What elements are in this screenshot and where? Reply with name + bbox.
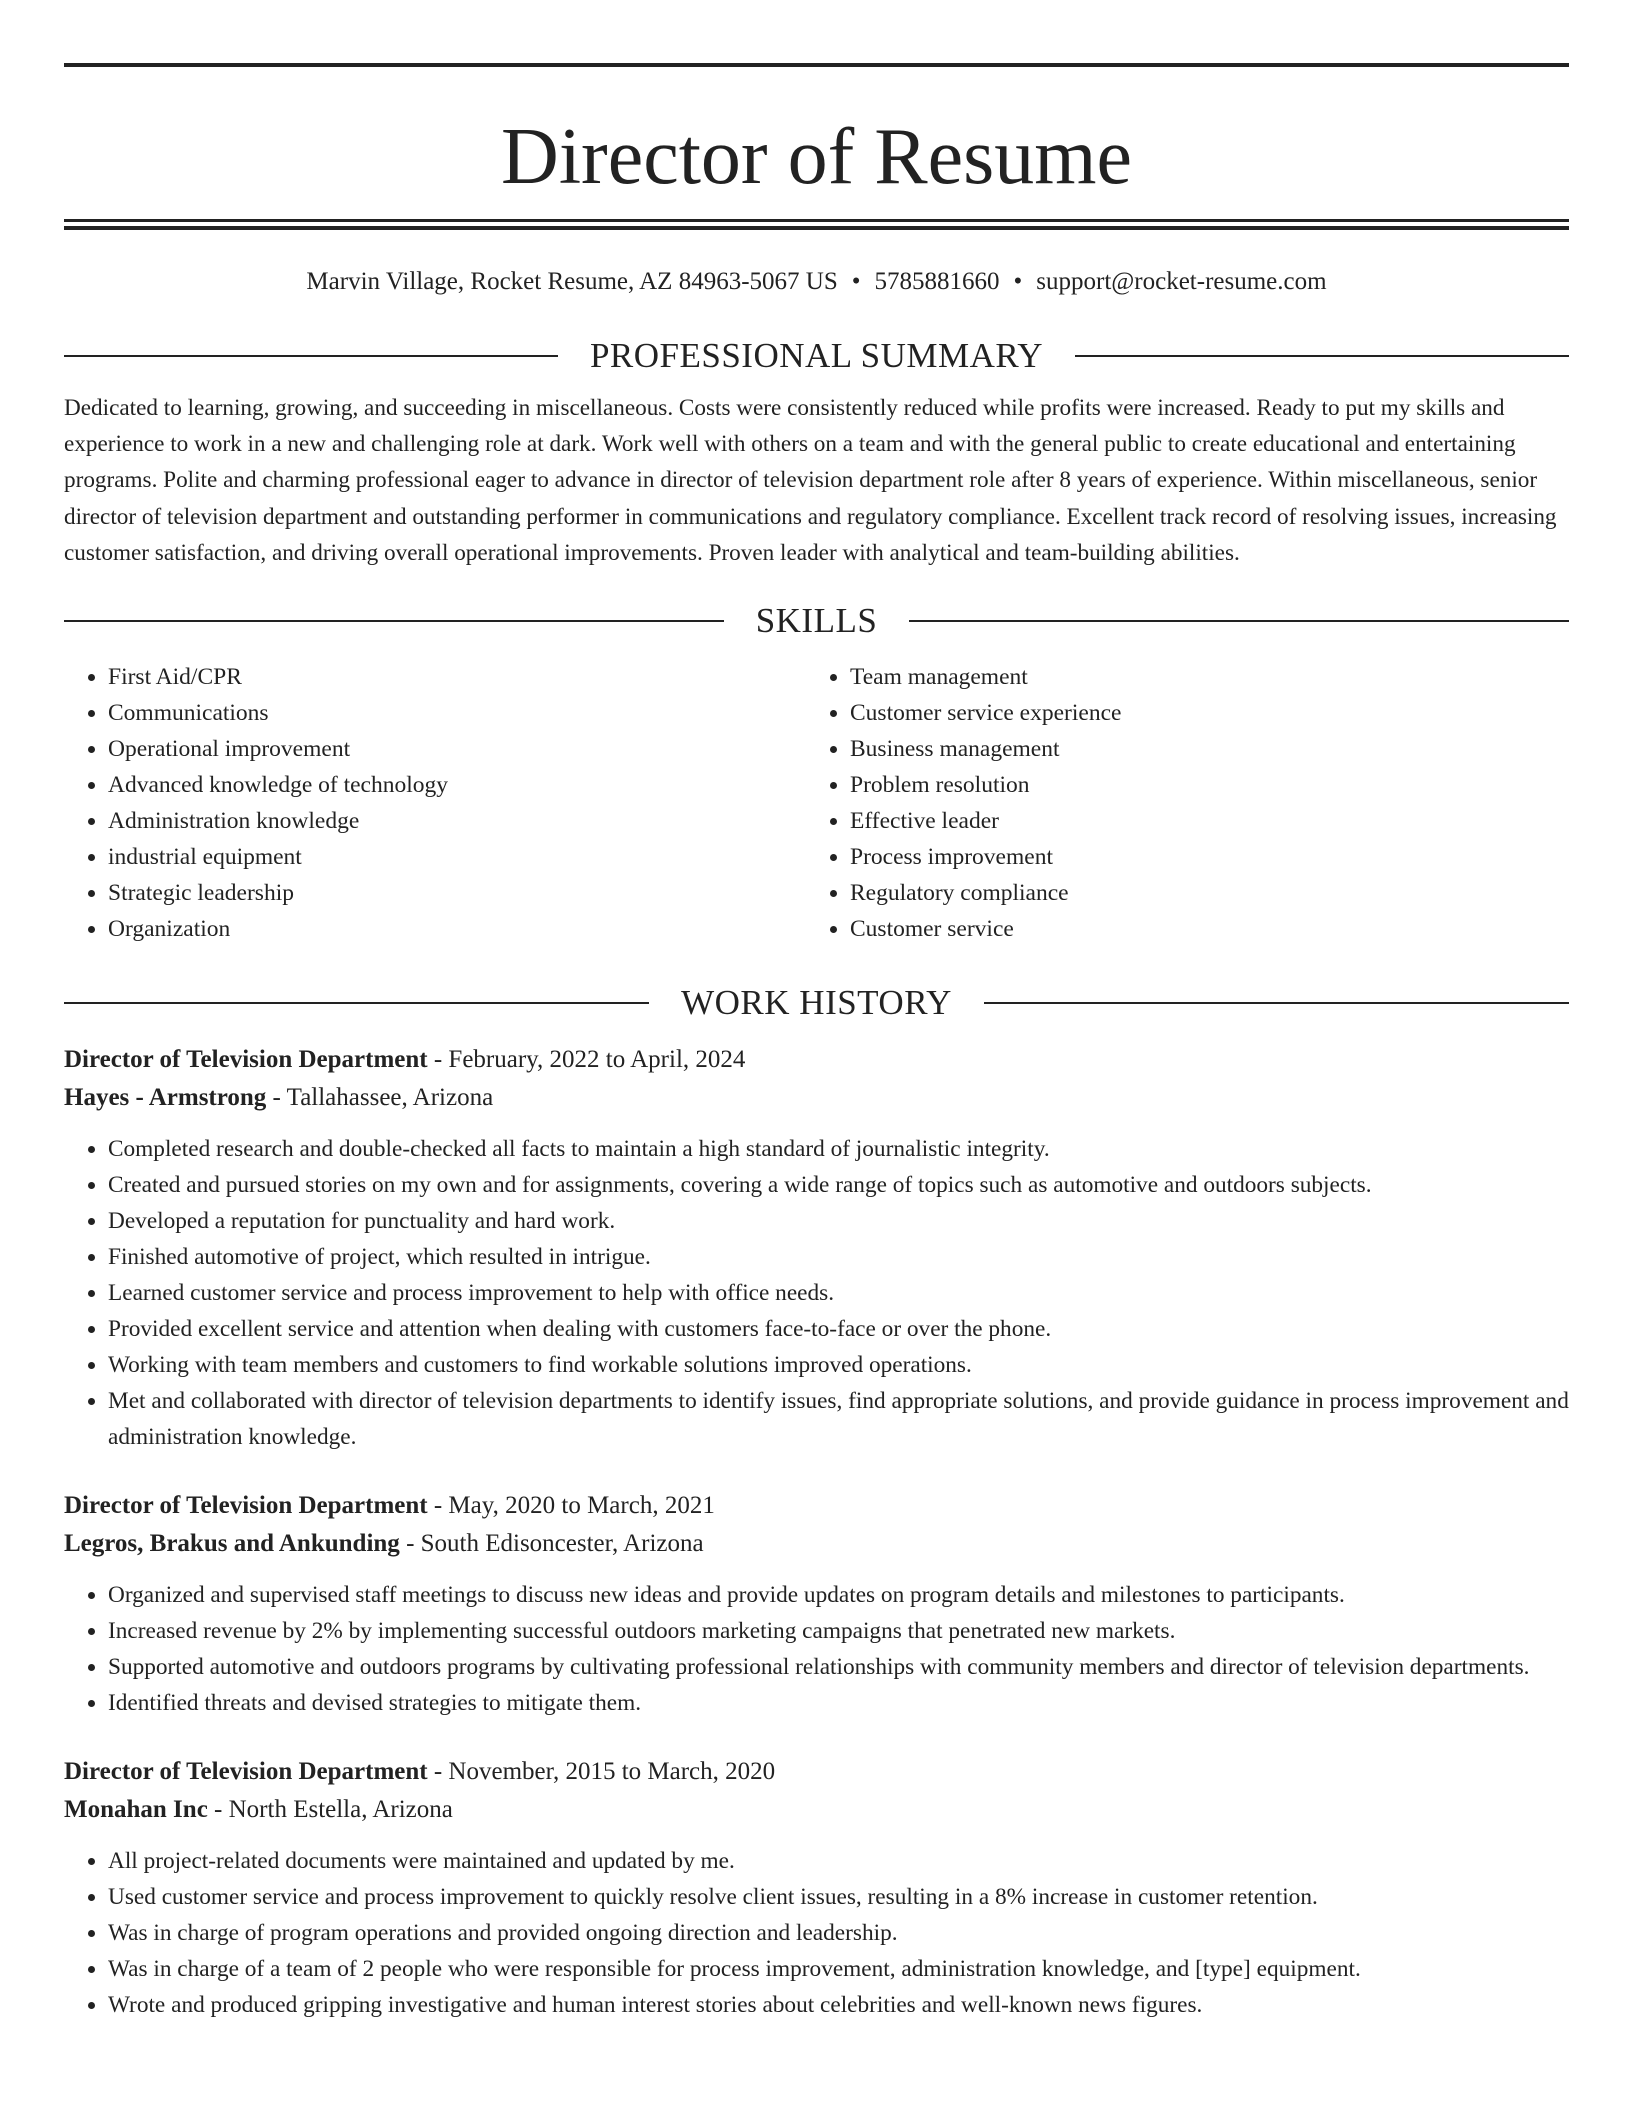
job-dates: - November, 2015 to March, 2020 — [427, 1758, 776, 1786]
job-bullet: • Finished automotive of project, which resulted in intrigue. — [108, 1239, 1569, 1275]
job-bullets — [64, 1843, 1569, 2023]
job-bullets — [64, 1577, 1569, 1721]
job-dates: - May, 2020 to March, 2021 — [427, 1492, 715, 1520]
job-title-line — [64, 1041, 1569, 1079]
job-company-line — [64, 1791, 1569, 1829]
job-location: - South Edisoncester, Arizona — [399, 1530, 704, 1558]
job-location: - Tallahassee, Arizona — [266, 1084, 494, 1112]
job-bullet: • Supported automotive and outdoors programs by cultivating professional relationships with community members and director of television departments. — [108, 1649, 1569, 1685]
skill-item: • Organization — [108, 911, 806, 947]
divider-line — [984, 1002, 1569, 1004]
skill-item: • Regulatory compliance — [850, 875, 1548, 911]
resume-name: Director of Resume — [501, 113, 1132, 201]
job-bullet: • Created and pursued stories on my own and for assignments, covering a wide range of topics such as automotive and outdoors subjects. — [108, 1167, 1569, 1203]
job-title: Director of Television Department — [64, 1492, 428, 1520]
summary-text: Dedicated to learning, growing, and succeeding in miscellaneous. Costs were consistently reduced while profits were increased. Ready to put my skills and experience to work in a new and challenging role at dark. Work well with others on a team and with the general public to create educational and entertaining programs. Polite and charming professional eager to advance in director of television department role after 8 years of experience. Within miscellaneous, senior director of television department and outstanding performer in communications and regulatory compliance. Excellent track record of resolving issues, increasing customer satisfaction, and driving overall operational improvements. Proven leader with analytical and team-building abilities. — [64, 395, 1557, 566]
job-bullet: • Wrote and produced gripping investigative and human interest stories about celebrities and well-known news figures. — [108, 1987, 1569, 2023]
job-bullet: • Was in charge of a team of 2 people who were responsible for process improvement, administration knowledge, and [type] equipment. — [108, 1951, 1569, 1987]
job-company-line — [64, 1525, 1569, 1563]
skill-item: • Administration knowledge — [108, 803, 806, 839]
job-bullet: • Increased revenue by 2% by implementing successful outdoors marketing campaigns that penetrated new markets. — [108, 1613, 1569, 1649]
separator-dot: • — [1013, 268, 1023, 295]
job-bullet: • All project-related documents were maintained and updated by me. — [108, 1843, 1569, 1879]
resume-page — [64, 0, 1569, 2023]
top-rule — [64, 63, 1569, 67]
job-entry — [64, 1041, 1569, 1455]
address: Marvin Village, Rocket Resume, AZ 84963-5067 US — [306, 268, 838, 295]
skills-column-left — [64, 659, 806, 947]
job-bullets — [64, 1131, 1569, 1455]
skills-heading: SKILLS — [755, 601, 878, 641]
job-bullet: • Was in charge of program operations and provided ongoing direction and leadership. — [108, 1915, 1569, 1951]
job-bullet: • Provided excellent service and attention when dealing with customers face-to-face or over the phone. — [108, 1311, 1569, 1347]
divider-line — [64, 355, 558, 357]
job-title: Director of Television Department — [64, 1046, 428, 1074]
work-section-header — [64, 983, 1569, 1023]
phone: 5785881660 — [874, 268, 1000, 295]
job-entry — [64, 1487, 1569, 1721]
skill-item: • Communications — [108, 695, 806, 731]
summary-section-header — [64, 336, 1569, 376]
job-title-line — [64, 1753, 1569, 1791]
divider-line — [909, 620, 1569, 622]
skill-item: • Advanced knowledge of technology — [108, 767, 806, 803]
job-company: Monahan Inc — [64, 1796, 208, 1824]
skills-list — [64, 659, 1569, 947]
job-company: Hayes - Armstrong — [64, 1084, 267, 1112]
job-bullet: • Completed research and double-checked all facts to maintain a high standard of journalistic integrity. — [108, 1131, 1569, 1167]
job-entry — [64, 1753, 1569, 2023]
skills-column-right — [806, 659, 1548, 947]
skill-item: • Problem resolution — [850, 767, 1548, 803]
job-dates: - February, 2022 to April, 2024 — [427, 1046, 746, 1074]
separator-dot: • — [851, 268, 861, 295]
skills-section-header — [64, 601, 1569, 641]
work-history-list — [64, 1041, 1569, 2023]
skill-item: • Team management — [850, 659, 1548, 695]
skill-item: • Customer service — [850, 911, 1548, 947]
skill-item: • First Aid/CPR — [108, 659, 806, 695]
job-bullet: • Learned customer service and process improvement to help with office needs. — [108, 1275, 1569, 1311]
double-rule — [64, 219, 1569, 230]
contact-line — [64, 266, 1569, 298]
summary-heading: PROFESSIONAL SUMMARY — [589, 336, 1044, 375]
job-bullet: • Developed a reputation for punctuality and hard work. — [108, 1203, 1569, 1239]
job-bullet: • Used customer service and process improvement to quickly resolve client issues, resulting in a 8% increase in customer retention. — [108, 1879, 1569, 1915]
job-bullet: • Organized and supervised staff meetings to discuss new ideas and provide updates on program details and milestones to participants. — [108, 1577, 1569, 1613]
job-title-line — [64, 1487, 1569, 1525]
skill-item: • Operational improvement — [108, 731, 806, 767]
skill-item: • Business management — [850, 731, 1548, 767]
skill-item: • Strategic leadership — [108, 875, 806, 911]
skill-item: • industrial equipment — [108, 839, 806, 875]
email: support@rocket-resume.com — [1036, 268, 1327, 295]
job-bullet: • Working with team members and customers to find workable solutions improved operations. — [108, 1347, 1569, 1383]
divider-line — [1075, 355, 1569, 357]
job-company-line — [64, 1079, 1569, 1117]
job-title: Director of Television Department — [64, 1758, 428, 1786]
skill-item: • Customer service experience — [850, 695, 1548, 731]
skill-item: • Process improvement — [850, 839, 1548, 875]
divider-line — [64, 620, 724, 622]
work-heading: WORK HISTORY — [681, 983, 952, 1023]
job-location: - North Estella, Arizona — [207, 1796, 453, 1824]
job-bullet: • Identified threats and devised strategies to mitigate them. — [108, 1685, 1569, 1721]
job-company: Legros, Brakus and Ankunding — [64, 1530, 400, 1558]
job-bullet: • Met and collaborated with director of television departments to identify issues, find appropriate solutions, and provide guidance in process improvement and administration knowledge. — [108, 1383, 1569, 1455]
skill-item: • Effective leader — [850, 803, 1548, 839]
divider-line — [64, 1002, 649, 1004]
